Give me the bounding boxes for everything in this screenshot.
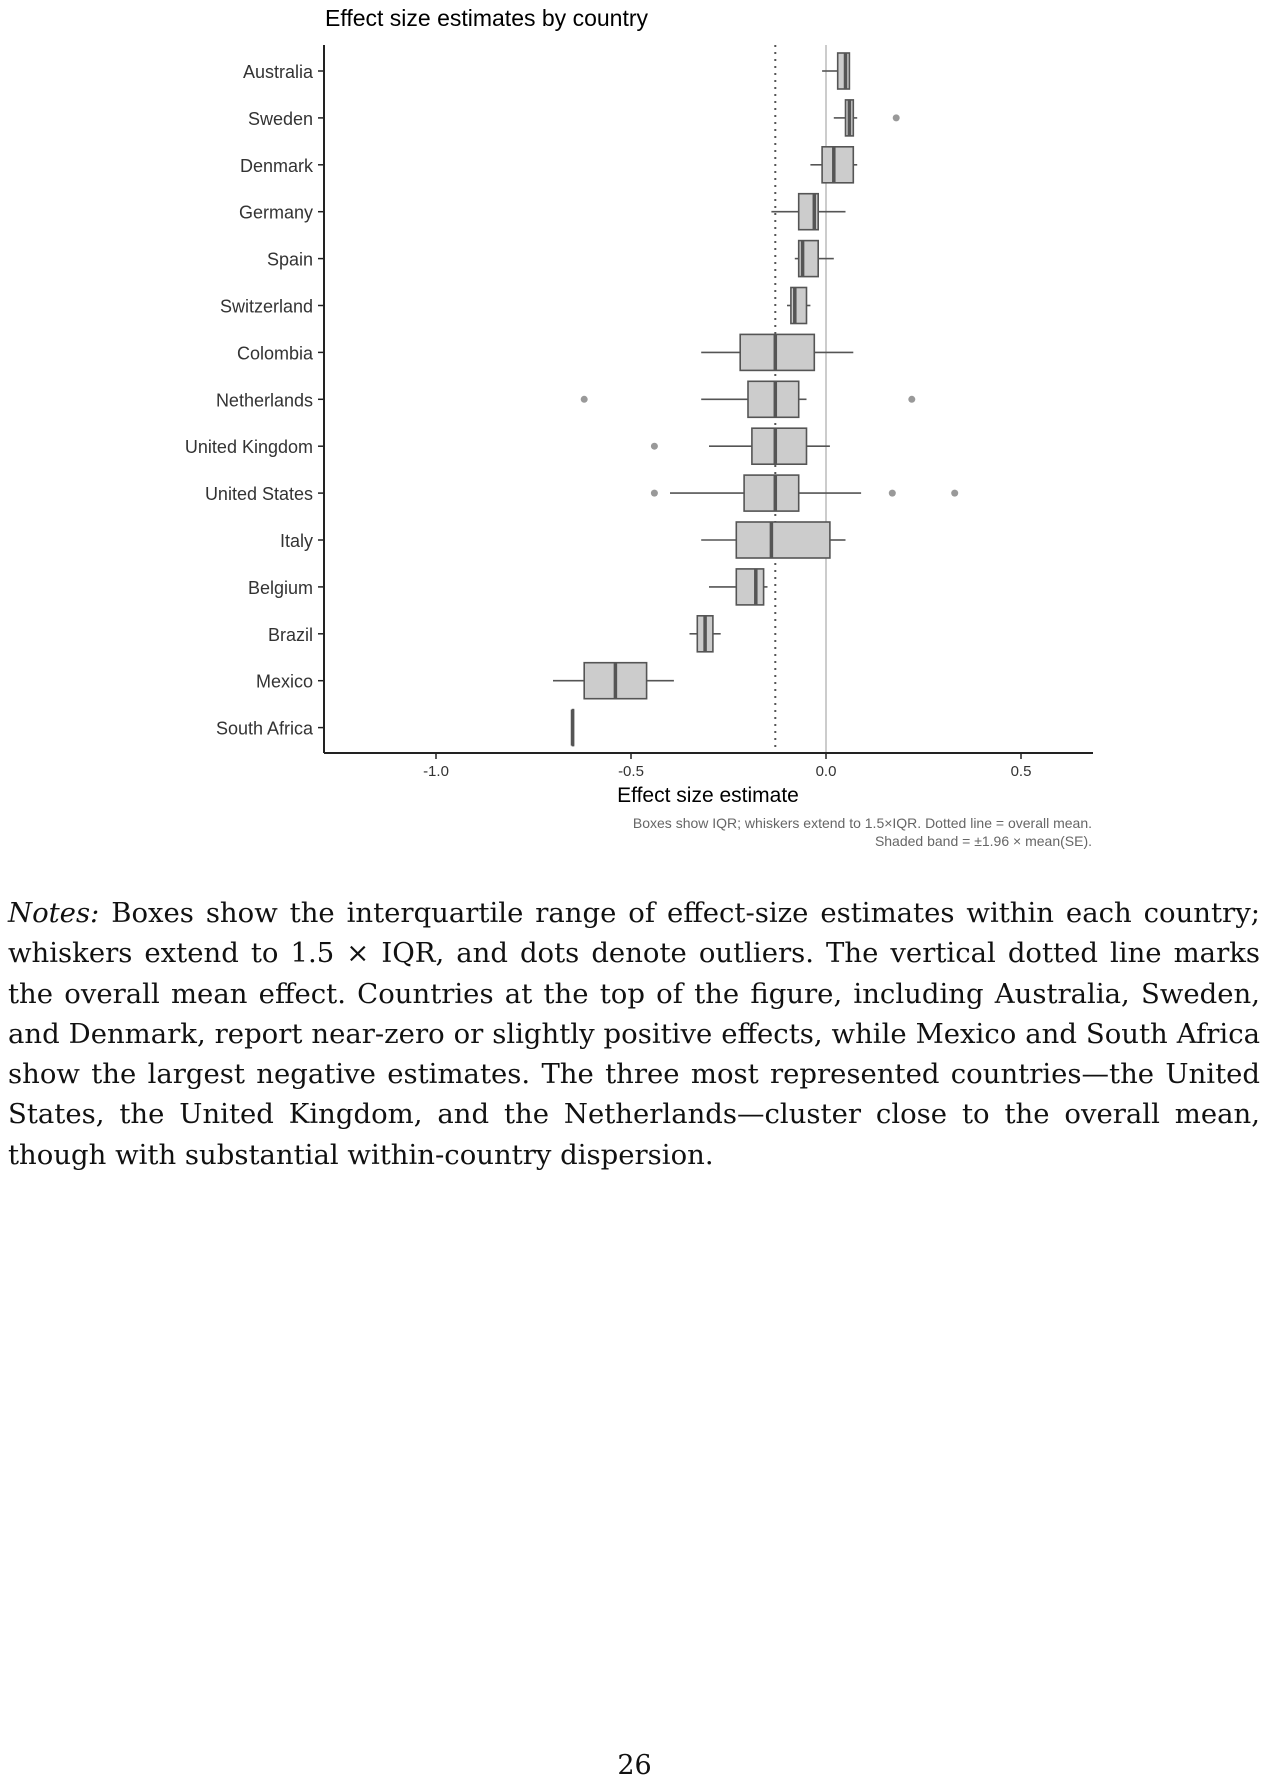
y-tick-label-switzerland: Switzerland xyxy=(219,296,313,317)
outlier-point-netherlands-2 xyxy=(908,396,915,403)
y-tick-label-sweden: Sweden xyxy=(247,108,313,129)
outlier-point-united-states-1 xyxy=(651,490,658,497)
y-tick-label-colombia: Colombia xyxy=(236,343,313,364)
y-tick-label-mexico: Mexico xyxy=(255,671,313,692)
iqr-box-belgium xyxy=(736,569,763,605)
x-axis-label: Effect size estimate xyxy=(617,784,799,807)
notes-text: Boxes show the interquartile range of effect-size estimates within each country; whiskers extend to 1.5 × IQR, and dots denote outliers. The vertical dotted line marks the overall mean effect. Countries at the top of the figure, including Australia, Sweden, and Denmark, report near-zero or slightly positive effects, while Mexico and South Africa show the largest negative estimates. The three most represented countries—the United States, the United Kingdom, and the Netherlands—cluster close to the overall mean, though with substantial within-country dispersion. xyxy=(8,897,1260,1171)
y-tick-label-brazil: Brazil xyxy=(267,624,313,645)
y-tick-label-belgium: Belgium xyxy=(247,577,313,598)
y-tick-label-united-states: United States xyxy=(204,484,313,505)
outlier-point-netherlands-1 xyxy=(581,396,588,403)
outlier-point-united-states-3 xyxy=(951,490,958,497)
figure-notes xyxy=(8,893,1260,1175)
outlier-point-united-states-2 xyxy=(889,490,896,497)
x-tick-label-0.5: 0.5 xyxy=(1010,763,1032,780)
y-tick-label-italy: Italy xyxy=(279,531,313,551)
page-number: 26 xyxy=(617,1750,652,1781)
outlier-point-united-kingdom-1 xyxy=(651,443,658,450)
iqr-box-australia xyxy=(838,53,850,89)
iqr-box-italy xyxy=(736,522,830,558)
y-tick-label-denmark: Denmark xyxy=(239,155,313,176)
chart-title: Effect size estimates by country xyxy=(325,5,648,31)
boxplot-figure xyxy=(0,0,1269,860)
y-tick-label-spain: Spain xyxy=(266,249,313,270)
x-tick-label--1.0: -1.0 xyxy=(423,763,449,780)
outlier-point-sweden-1 xyxy=(893,114,900,121)
caption-line-1: Boxes show IQR; whiskers extend to 1.5×IQR. Dotted line = overall mean. xyxy=(632,815,1092,831)
y-tick-label-australia: Australia xyxy=(242,62,313,82)
x-tick-label-0.0: 0.0 xyxy=(815,763,837,780)
caption-line-2: Shaded band = ±1.96 × mean(SE). xyxy=(874,833,1092,849)
iqr-box-netherlands xyxy=(748,381,799,417)
y-tick-label-germany: Germany xyxy=(238,202,313,223)
y-tick-label-netherlands: Netherlands xyxy=(215,390,313,411)
y-tick-label-united-kingdom: United Kingdom xyxy=(184,437,313,458)
iqr-box-colombia xyxy=(740,334,814,370)
iqr-box-united-kingdom xyxy=(752,428,807,464)
notes-label: Notes: xyxy=(8,897,100,929)
iqr-box-denmark xyxy=(822,147,853,183)
iqr-box-united-states xyxy=(744,475,799,511)
x-tick-label--0.5: -0.5 xyxy=(618,763,644,780)
y-tick-label-south-africa: South Africa xyxy=(215,718,313,739)
